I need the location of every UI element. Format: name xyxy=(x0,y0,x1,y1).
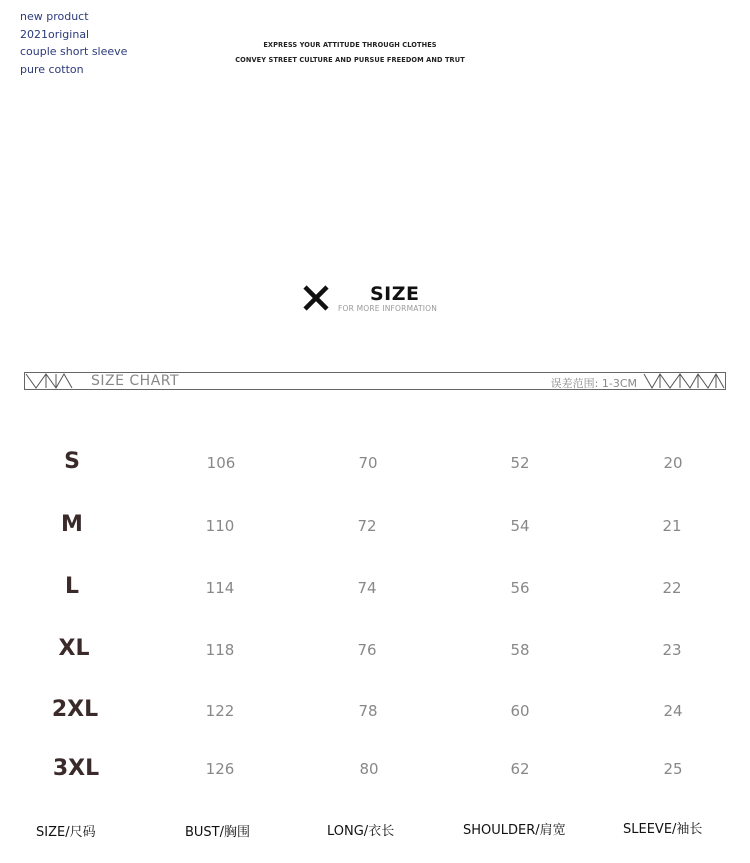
long-value: 80 xyxy=(359,760,379,778)
bust-value: 118 xyxy=(205,641,235,659)
size-subtitle: FOR MORE INFORMATION xyxy=(338,304,438,313)
slogan xyxy=(200,38,500,68)
sleeve-value: 22 xyxy=(662,579,682,597)
tag-new-product: new product xyxy=(20,10,89,23)
header-shoulder: SHOULDER/肩宽 xyxy=(463,823,566,838)
size-label: M xyxy=(61,512,83,537)
slogan-line-2: CONVEY STREET CULTURE AND PURSUE FREEDOM AND TRUT xyxy=(235,56,465,64)
header-long: LONG/衣长 xyxy=(327,824,395,839)
header-sleeve: SLEEVE/袖长 xyxy=(623,822,703,837)
shoulder-value: 54 xyxy=(510,517,530,535)
bust-value: 106 xyxy=(206,454,236,472)
tolerance-note: 误差范围: 1-3CM xyxy=(550,377,637,390)
size-label: S xyxy=(64,449,80,474)
shoulder-value: 62 xyxy=(510,760,530,778)
bust-value: 122 xyxy=(205,702,235,720)
shoulder-value: 56 xyxy=(510,579,530,597)
bust-value: 126 xyxy=(205,760,235,778)
size-label: 2XL xyxy=(51,697,99,722)
zigzag-decoration-icon xyxy=(644,374,724,388)
long-value: 70 xyxy=(358,454,378,472)
zigzag-decoration-icon xyxy=(26,374,72,388)
tag-couple-short-sleeve: couple short sleeve xyxy=(20,45,128,58)
size-title: SIZE xyxy=(370,283,420,305)
size-label: L xyxy=(64,574,80,599)
tag-pure-cotton: pure cotton xyxy=(20,62,84,76)
shoulder-value: 60 xyxy=(510,702,530,720)
size-label: 3XL xyxy=(52,756,100,781)
long-value: 78 xyxy=(358,702,378,720)
slogan-line-1: EXPRESS YOUR ATTITUDE THROUGH CLOTHES xyxy=(263,41,437,49)
size-label: XL xyxy=(58,636,90,661)
tag-original: 2021original xyxy=(20,27,90,41)
shoulder-value: 52 xyxy=(510,454,530,472)
header-size: SIZE/尺码 xyxy=(36,825,96,840)
sleeve-value: 20 xyxy=(663,454,683,472)
header-bust: BUST/胸围 xyxy=(185,825,251,840)
bust-value: 114 xyxy=(205,579,235,597)
product-tags xyxy=(20,8,127,78)
sleeve-value: 21 xyxy=(662,517,682,535)
long-value: 72 xyxy=(357,517,377,535)
sleeve-value: 23 xyxy=(662,641,682,659)
long-value: 74 xyxy=(357,579,377,597)
sleeve-value: 25 xyxy=(663,760,683,778)
sleeve-value: 24 xyxy=(663,702,683,720)
long-value: 76 xyxy=(357,641,377,659)
size-chart-title: SIZE CHART xyxy=(91,373,180,389)
x-mark-icon xyxy=(302,284,330,312)
bust-value: 110 xyxy=(205,517,235,535)
shoulder-value: 58 xyxy=(510,641,530,659)
